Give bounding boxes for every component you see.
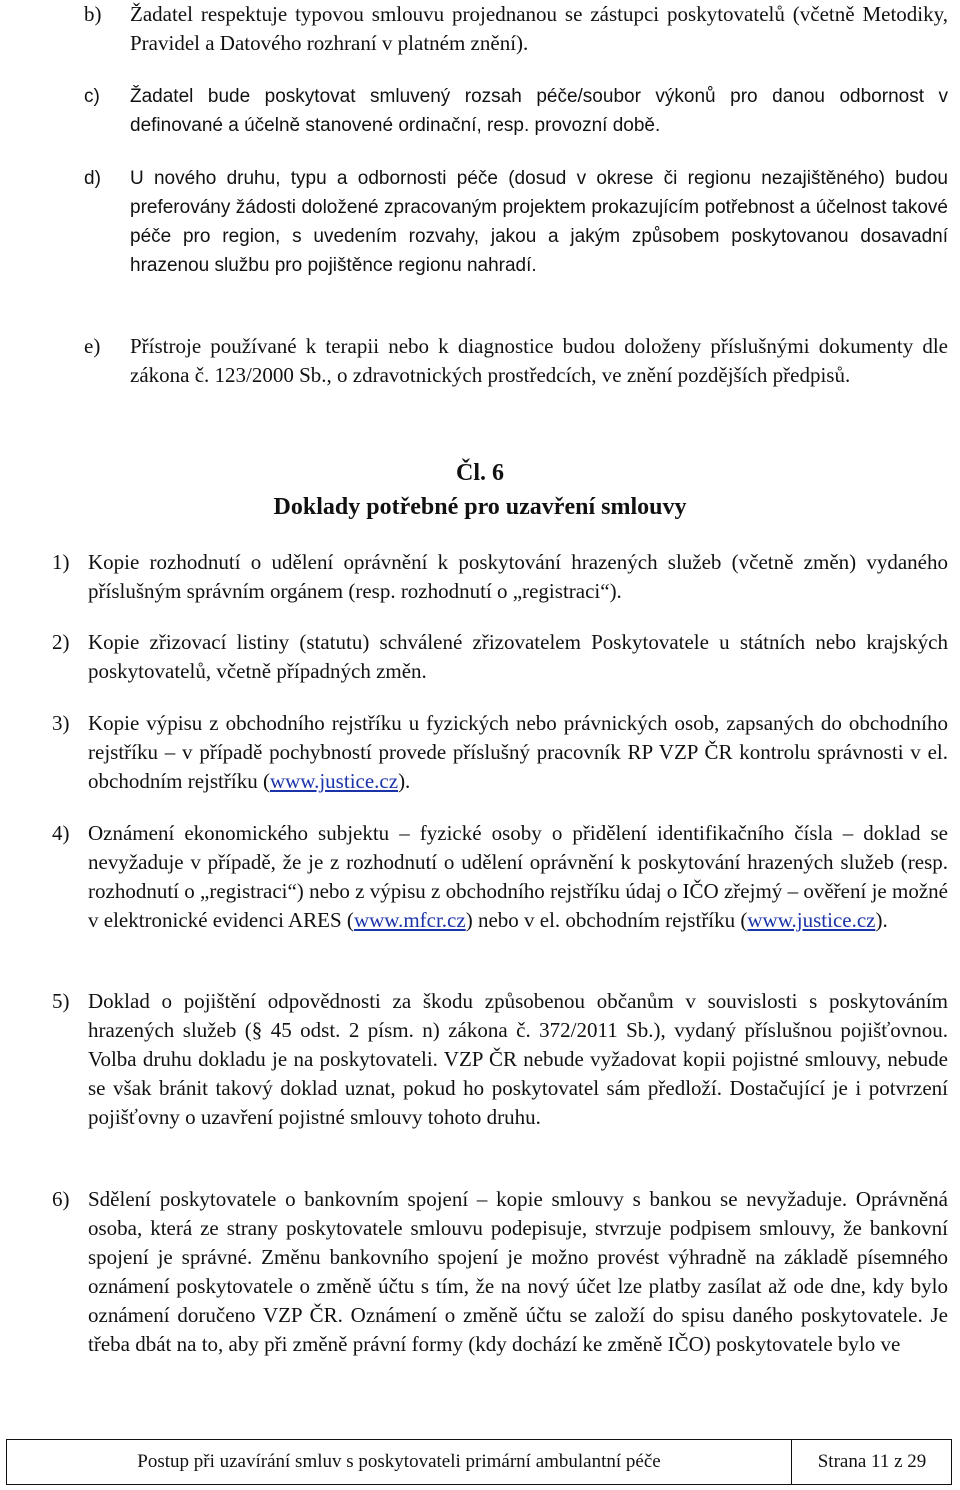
justice-link[interactable]: www.justice.cz bbox=[747, 908, 876, 932]
list-marker: c) bbox=[84, 86, 100, 107]
mfcr-link[interactable]: www.mfcr.cz bbox=[353, 908, 466, 932]
item-text-part: ) nebo v el. obchodním rejstříku ( bbox=[465, 908, 748, 932]
list-item-text: Doklad o pojištění odpovědnosti za škodu způsobenou občanům v souvislosti s poskytováním hrazených služeb (§ 45 odst. 2 písm. n) zákona č. 372/2011 Sb.), vydaný příslušnou pojišťovnou. Volba druhu dokladu je na poskytovateli. VZP ČR nebude vyžadovat kopii pojistné smlouvy, nebude se však bránit takový doklad uznat, pokud ho poskytovatel sám předloží. Dostačující je i potvrzení pojišťovny o uzavření pojistné smlouvy tohoto druhu. bbox=[88, 989, 948, 1129]
list-item-text: Kopie zřizovací listiny (statutu) schválené zřizovatelem Poskytovatele u státních nebo krajských poskytovatelů, včetně případných změn. bbox=[88, 630, 948, 683]
justice-link[interactable]: www.justice.cz bbox=[269, 769, 399, 793]
list-item-4 bbox=[52, 819, 948, 965]
list-item-text: Sdělení poskytovatele o bankovním spojení – kopie smlouvy s bankou se nevyžaduje. Oprávněná osoba, která ze strany poskytovatele smlouvu podepisuje, stvrzuje podpisem smlouvy, že bankovní spojení je správné. Změnu bankovního spojení je možno provést výhradně na základě písemného oznámení poskytovatele o změně účtu s tím, že na nový účet lze platby zasílat až ode dne, kdy bylo oznámení doručeno VZP ČR. Oznámení o změně účtu se založí do spisu daného poskytovatele. Je třeba dbát na to, aby při změně právní formy (kdy dochází ke změně IČO) poskytovatele bylo ve bbox=[88, 1187, 948, 1356]
list-item-text: Přístroje používané k terapii nebo k diagnostice budou doloženy příslušnými dokumenty dle zákona č. 123/2000 Sb., o zdravotnických prostředcích, ve znění pozdějších předpisů. bbox=[130, 334, 948, 387]
item-text-part: ). bbox=[875, 908, 888, 932]
list-marker: e) bbox=[84, 334, 101, 358]
page-footer bbox=[6, 1439, 952, 1485]
item-text-part: ). bbox=[398, 769, 411, 793]
list-item-c bbox=[84, 82, 948, 140]
list-marker: 2) bbox=[52, 630, 70, 654]
list-marker: b) bbox=[84, 2, 102, 26]
list-item-text bbox=[88, 709, 948, 796]
article-number: Čl. 6 bbox=[456, 460, 504, 486]
list-item-text: Žadatel bude poskytovat smluvený rozsah péče/soubor výkonů pro danou odbornost v definované a účelně stanovené ordinační, resp. provozní době. bbox=[130, 86, 948, 136]
list-item-e bbox=[84, 332, 948, 420]
list-item-5 bbox=[52, 987, 948, 1162]
list-marker: 5) bbox=[52, 989, 70, 1013]
list-marker: 3) bbox=[52, 711, 70, 735]
footer-title: Postup při uzavírání smluv s poskytovateli primární ambulantní péče bbox=[7, 1440, 792, 1484]
list-item-b bbox=[84, 0, 948, 58]
article-title: Doklady potřebné pro uzavření smlouvy bbox=[273, 494, 687, 520]
list-item-3 bbox=[52, 709, 948, 797]
list-marker: d) bbox=[84, 168, 101, 189]
list-item-2 bbox=[52, 628, 948, 686]
item-text-part: Oznámení ekonomického subjektu – fyzické osoby o přidělení identifikačního čísla – doklad se nevyžaduje v případě, že je z rozhodnutí o udělení oprávnění k poskytování hrazených služeb (resp. rozhodnutí o „registraci“) nebo z výpisu z obchodního rejstříku údaj o IČO zřejmý – ověření je možné v elektronické evidenci ARES ( bbox=[88, 821, 948, 932]
list-item-d bbox=[84, 164, 948, 310]
list-item-1 bbox=[52, 548, 948, 606]
list-item-text: Žadatel respektuje typovou smlouvu projednanou se zástupci poskytovatelů (včetně Metodiky, Pravidel a Datového rozhraní v platném znění). bbox=[130, 2, 948, 55]
page-number: Strana 11 z 29 bbox=[817, 1451, 927, 1472]
list-marker: 1) bbox=[52, 550, 70, 574]
list-item-text bbox=[88, 819, 948, 935]
list-item-6 bbox=[52, 1185, 948, 1418]
list-marker: 4) bbox=[52, 821, 70, 845]
item-text-part: Kopie výpisu z obchodního rejstříku u fyzických nebo právnických osob, zapsaných do obchodního rejstříku – v případě pochybností provede příslušný pracovník RP VZP ČR kontrolu správnosti v el. obchodním rejstříku ( bbox=[88, 711, 948, 793]
list-item-text: U nového druhu, typu a odbornosti péče (dosud v okrese či regionu nezajištěného) budou preferovány žádosti doložené zpracovaným projektem prokazujícím potřebnost a účelnost takové péče pro region, s uvedením rozvahy, jakou a jakým způsobem poskytovanou dosavadní hrazenou službu pro pojištěnce regionu nahradí. bbox=[130, 168, 948, 276]
list-marker: 6) bbox=[52, 1187, 70, 1211]
list-item-text: Kopie rozhodnutí o udělení oprávnění k poskytování hrazených služeb (včetně změn) vydaného příslušným správním orgánem (resp. rozhodnutí o „registraci“). bbox=[88, 550, 948, 603]
